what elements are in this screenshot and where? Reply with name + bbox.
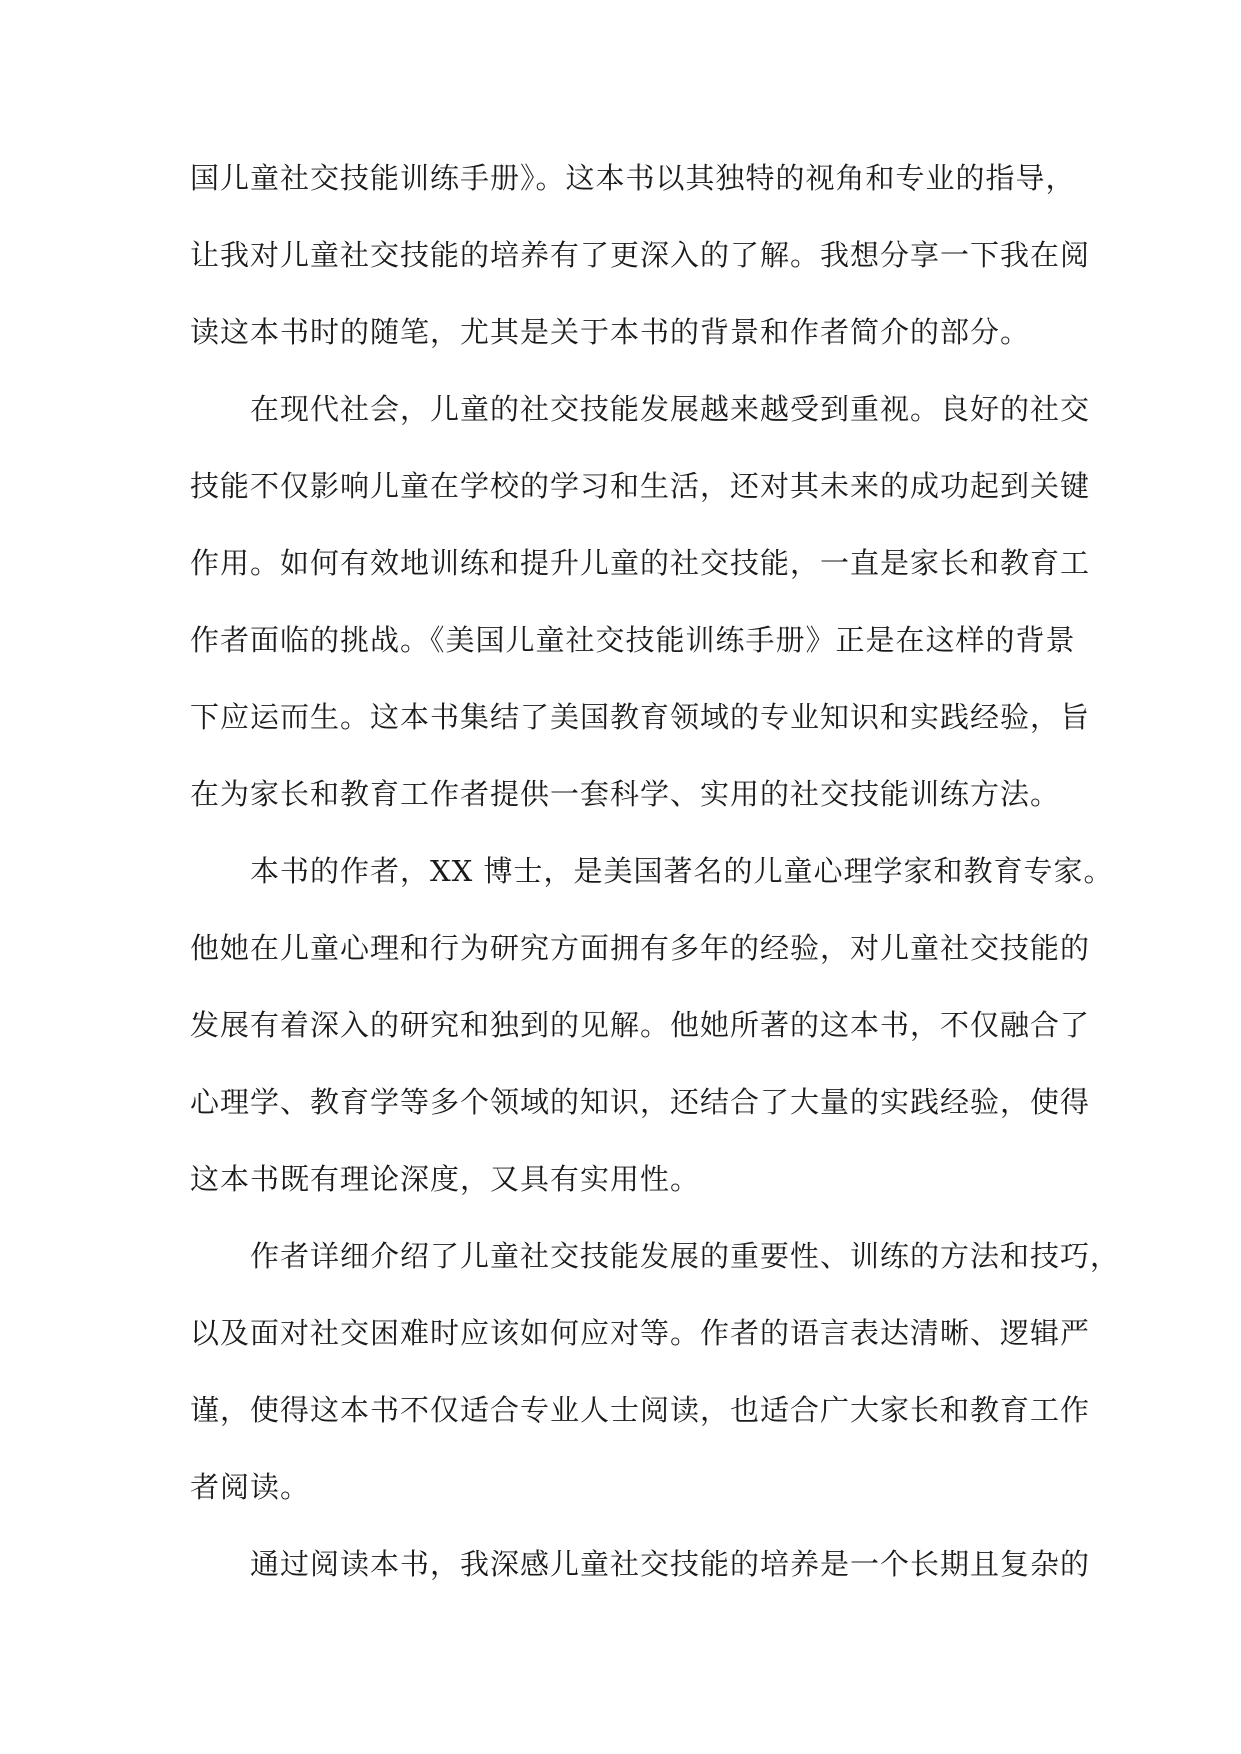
text-line: 他她在儿童心理和行为研究方面拥有多年的经验，对儿童社交技能的: [190, 931, 1091, 965]
text-line: 者阅读。: [190, 1470, 311, 1504]
text-line: 技能不仅影响儿童在学校的学习和生活，还对其未来的成功起到关键: [190, 469, 1091, 503]
body-text: [190, 140, 1121, 1603]
text-line: 这本书既有理论深度，又具有实用性。: [190, 1162, 701, 1196]
text-line: 作用。如何有效地训练和提升儿童的社交技能，一直是家长和教育工: [190, 546, 1091, 580]
text-line: 国儿童社交技能训练手册》。这本书以其独特的视角和专业的指导，: [190, 161, 1076, 195]
text-line: 作者详细介绍了儿童社交技能发展的重要性、训练的方法和技巧，: [190, 1239, 1121, 1273]
text-line: 在为家长和教育工作者提供一套科学、实用的社交技能训练方法。: [190, 777, 1061, 811]
text-line: 本书的作者，XX 博士，是美国著名的儿童心理学家和教育专家。: [190, 854, 1114, 888]
text-line: 读这本书时的随笔，尤其是关于本书的背景和作者简介的部分。: [190, 315, 1031, 349]
text-line: 以及面对社交困难时应该如何应对等。作者的语言表达清晰、逻辑严: [190, 1316, 1091, 1350]
text-line: 发展有着深入的研究和独到的见解。他她所著的这本书，不仅融合了: [190, 1008, 1091, 1042]
text-line: 让我对儿童社交技能的培养有了更深入的了解。我想分享一下我在阅: [190, 238, 1091, 272]
text-line: 作者面临的挑战。《美国儿童社交技能训练手册》正是在这样的背景: [190, 623, 1076, 657]
text-line: 在现代社会，儿童的社交技能发展越来越受到重视。良好的社交: [190, 392, 1091, 426]
text-line: 通过阅读本书，我深感儿童社交技能的培养是一个长期且复杂的: [190, 1547, 1091, 1581]
text-line: 谨，使得这本书不仅适合专业人士阅读，也适合广大家长和教育工作: [190, 1393, 1091, 1427]
text-line: 下应运而生。这本书集结了美国教育领域的专业知识和实践经验，旨: [190, 700, 1091, 734]
text-line: 心理学、教育学等多个领域的知识，还结合了大量的实践经验，使得: [190, 1085, 1091, 1119]
